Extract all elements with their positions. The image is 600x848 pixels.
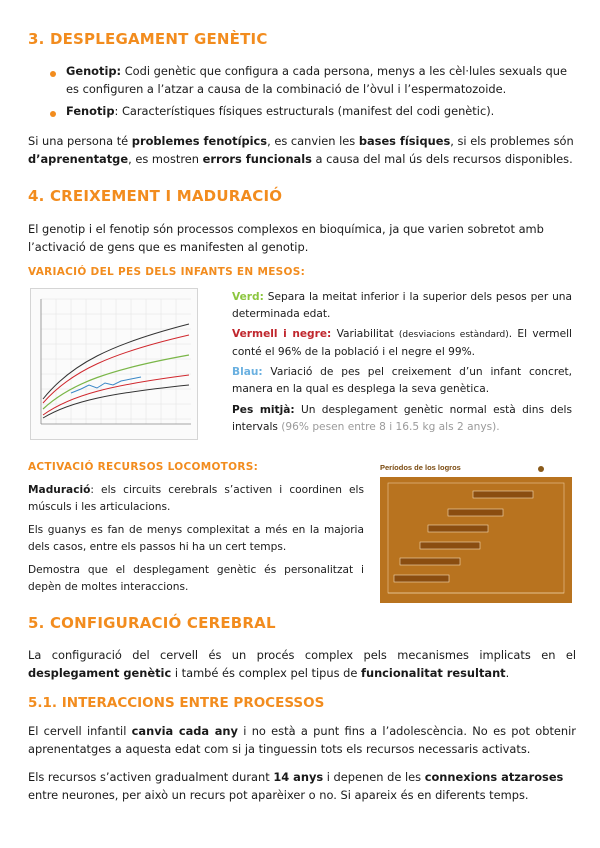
subtitle-locomotor: ACTIVACIÓ RECURSOS LOCOMOTORS: <box>28 461 259 473</box>
bold-text: bases físiques <box>358 134 451 148</box>
period-bar <box>400 558 460 565</box>
text: Si una persona té <box>28 134 132 148</box>
child-weight-line <box>71 377 141 393</box>
text: i també és complex pel tipus de <box>171 666 361 680</box>
section-5-paragraph <box>28 646 576 682</box>
text: Separa la meitat inferior i la superior dels pesos per una determinada edat. <box>232 291 572 320</box>
text: , es canvien les <box>267 134 359 148</box>
chart-grid <box>41 299 191 424</box>
bold-text: desplegament genètic <box>28 666 172 680</box>
period-bar <box>473 491 533 498</box>
text: a causa del mal ús dels recursos disponibles. <box>311 152 573 166</box>
text: . <box>505 666 510 680</box>
bold-text: 14 anys <box>273 770 324 784</box>
text: Variació de pes pel creixement d’un infant concret, manera en la qual es desplega la seva genètica. <box>232 366 572 395</box>
bold-text: errors funcionals <box>202 152 312 166</box>
period-bar <box>420 542 480 549</box>
text: : els circuits cerebrals s’activen i coordinen els músculs i les articulacions. <box>28 484 364 513</box>
period-bar <box>448 509 503 516</box>
growth-chart-figure <box>30 288 198 440</box>
bold-text: funcionalitat resultant <box>361 666 506 680</box>
bullet-dot <box>50 71 56 77</box>
text: Variabilitat <box>331 328 399 340</box>
bold-text: d’aprenentatge <box>28 152 129 166</box>
text-fenotip: : Característiques físiques estructurals (manifest del codi genètic). <box>114 104 495 118</box>
bold-text: connexions atzaroses <box>424 770 564 784</box>
logo-icon <box>538 466 544 472</box>
growth-chart-svg <box>31 289 197 439</box>
bullet-fenotip <box>66 102 574 120</box>
text: Els recursos s’activen gradualment durant <box>28 770 274 784</box>
periods-title: Períodos de los logros <box>380 463 461 472</box>
text: entre neurones, per això un recurs pot aparèixer o no. Si apareix és en diferents temps. <box>28 788 529 802</box>
term-fenotip: Fenotip <box>66 104 115 118</box>
maduracio-paragraph <box>28 482 364 516</box>
label-green: Verd: <box>232 291 264 303</box>
legend-red-black <box>232 326 572 361</box>
section-3-title: 3. DESPLEGAMENT GENÈTIC <box>28 30 268 48</box>
subsection-5-1-title: 5.1. INTERACCIONS ENTRE PROCESSOS <box>28 695 325 711</box>
text: i no està a punt fins a l’adolescència. No es pot obtenir aprenentatges a aquesta edat com si ja tinguessin tots els recursos necessaris activats. <box>28 724 576 756</box>
subtitle-weight-variation: VARIACIÓ DEL PES DELS INFANTS EN MESOS: <box>28 266 306 278</box>
text: El cervell infantil <box>28 724 132 738</box>
section-5-1-p2 <box>28 768 576 804</box>
section-4-intro: El genotip i el fenotip són processos complexos en bioquímica, ja que varien sobretot amb l’activació de gens que es manifesten al genotip. <box>28 222 544 254</box>
bold-text: problemes fenotípics <box>131 134 268 148</box>
text: , es mostren <box>128 152 203 166</box>
period-bar <box>394 575 449 582</box>
bold-text: canvia cada any <box>131 724 238 738</box>
bold-text: Maduració <box>28 484 91 496</box>
text: (96% pesen entre 8 i 16.5 kg als 2 anys). <box>281 421 500 433</box>
text: La configuració del cervell és un procés complex pels mecanismes implicats en el <box>28 648 576 662</box>
logo-space <box>540 466 570 472</box>
bullet-dot <box>50 111 56 117</box>
periods-svg <box>378 463 574 608</box>
section-3-paragraph <box>28 132 576 168</box>
legend-average-weight <box>232 402 572 436</box>
label-average-weight: Pes mitjà: <box>232 404 295 416</box>
bullet-genotip <box>66 62 574 98</box>
legend-blue <box>232 364 572 398</box>
section-5-title: 5. CONFIGURACIÓ CEREBRAL <box>28 614 276 632</box>
periods-figure <box>378 463 574 608</box>
text: i depenen de les <box>323 770 425 784</box>
text: . El vermell conté el 96% de la població i el negre el 99%. <box>232 328 573 358</box>
legend-green <box>232 289 572 323</box>
text: Un desplegament genètic normal està dins dels intervals <box>232 404 572 433</box>
label-red-black: Vermell i negre: <box>232 328 332 340</box>
text: (desviacions estàndard) <box>398 330 509 340</box>
text: , si els problemes són <box>450 134 574 148</box>
period-bar <box>428 525 488 532</box>
guanys-paragraph: Els guanys es fan de menys complexitat a més en la majoria dels casos, entre els passos hi ha un cert temps. <box>28 524 364 553</box>
term-genotip: Genotip: <box>66 64 122 78</box>
text-genotip: Codi genètic que configura a cada persona, menys a les cèl·lules sexuals que es configuren a l’atzar a causa de la combinació de l’òvul i l’espermatozoide. <box>66 64 567 96</box>
section-5-1-p1 <box>28 722 576 758</box>
section-4-title: 4. CREIXEMENT I MADURACIÓ <box>28 187 283 205</box>
label-blue: Blau: <box>232 366 263 378</box>
demostra-paragraph: Demostra que el desplegament genètic és personalitzat i depèn de moltes interaccions. <box>28 564 364 593</box>
